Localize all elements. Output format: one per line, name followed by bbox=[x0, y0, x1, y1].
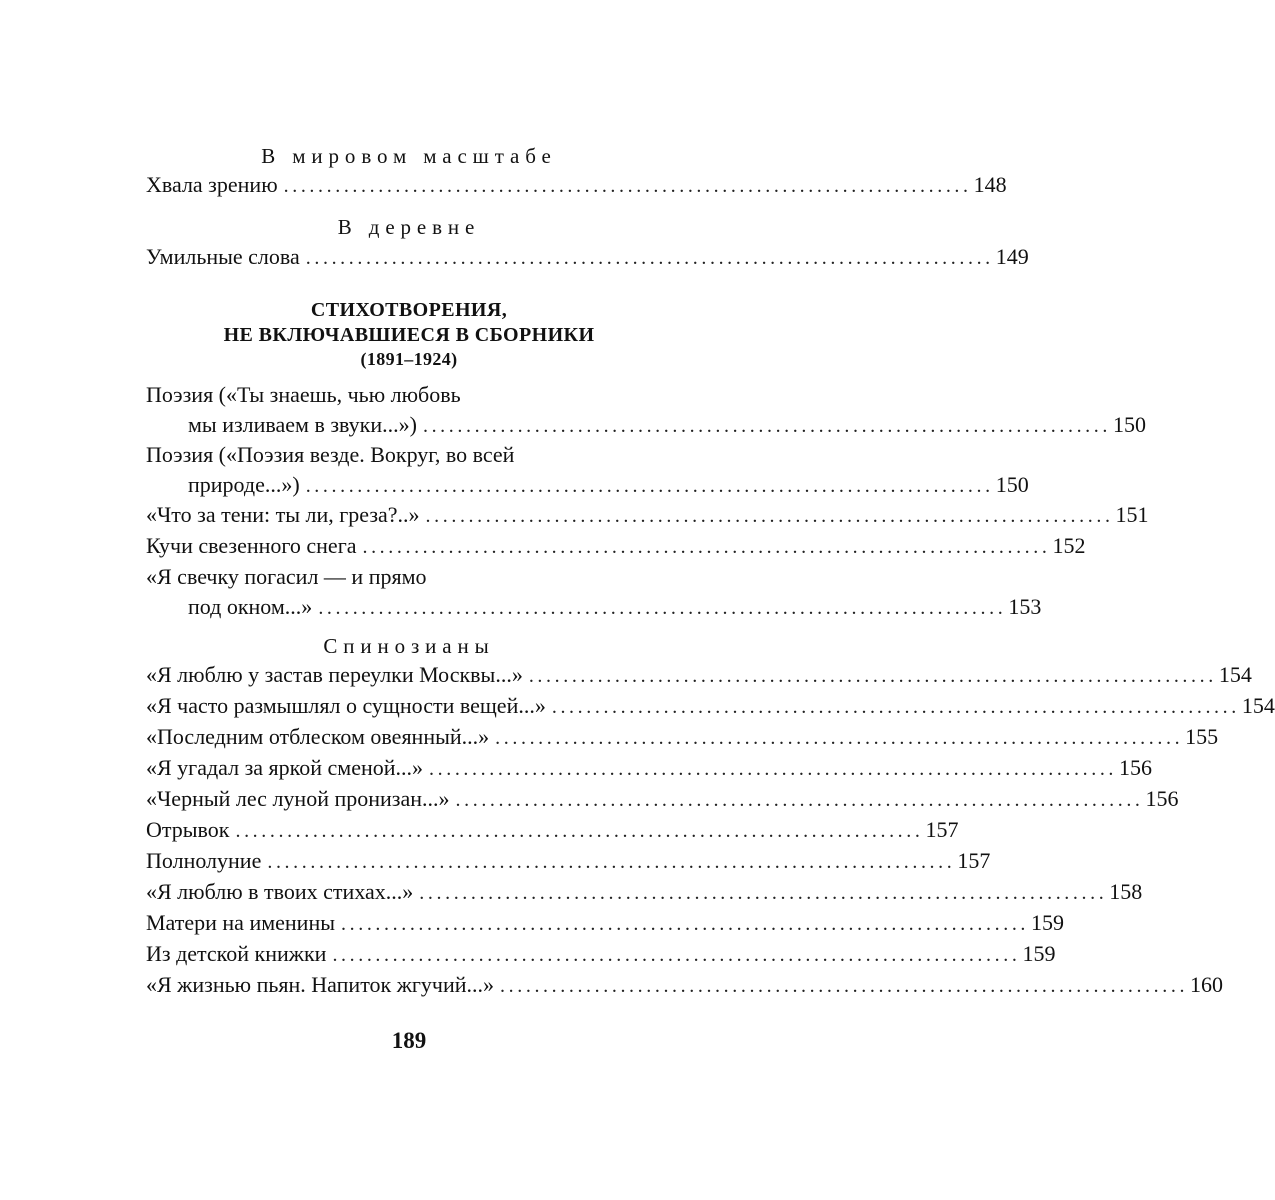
toc-entry bbox=[146, 660, 1252, 690]
entry-title: Из детской книжки bbox=[146, 941, 327, 966]
entry-title: «Последним отблеском овеянный...» bbox=[146, 724, 490, 749]
entry-title: Отрывок bbox=[146, 817, 230, 842]
entry-title-cont: мы изливаем в звуки...») bbox=[188, 412, 417, 437]
toc-entry bbox=[146, 242, 1029, 272]
section-heading: СТИХОТВОРЕНИЯ, bbox=[310, 299, 508, 321]
dot-leader: ................................................................................ bbox=[332, 944, 1021, 966]
entry-page: 159 bbox=[1022, 941, 1056, 966]
dot-leader: ................................................................................ bbox=[425, 505, 1114, 527]
entry-page: 150 bbox=[995, 472, 1029, 497]
dot-leader: ................................................................................ bbox=[362, 536, 1051, 558]
entry-title: «Что за тени: ты ли, греза?..» bbox=[146, 502, 420, 527]
toc-entry bbox=[146, 562, 1042, 622]
dot-leader: ................................................................................ bbox=[318, 597, 1007, 619]
entry-page: 156 bbox=[1119, 755, 1153, 780]
dot-leader: ................................................................................ bbox=[429, 758, 1118, 780]
dot-leader: ................................................................................ bbox=[528, 665, 1217, 687]
entry-title: Умильные слова bbox=[146, 244, 300, 269]
toc-entry bbox=[146, 380, 1146, 440]
entry-title-cont: природе...») bbox=[188, 472, 300, 497]
entry-page: 160 bbox=[1190, 972, 1224, 997]
dot-leader: ................................................................................ bbox=[305, 247, 994, 269]
entry-page: 151 bbox=[1115, 502, 1149, 527]
dot-leader: ................................................................................ bbox=[267, 851, 956, 873]
entry-page: 155 bbox=[1185, 724, 1219, 749]
entry-title: Кучи свезенного снега bbox=[146, 533, 357, 558]
page-number: 189 bbox=[391, 1028, 427, 1053]
entry-page: 156 bbox=[1145, 786, 1179, 811]
entry-title: «Я свечку погасил — и прямо bbox=[146, 564, 427, 589]
dot-leader: ................................................................................ bbox=[422, 415, 1111, 437]
entry-page: 148 bbox=[973, 172, 1007, 197]
entry-title: Хвала зрению bbox=[146, 172, 278, 197]
entry-page: 154 bbox=[1241, 693, 1275, 718]
dot-leader: ................................................................................ bbox=[455, 789, 1144, 811]
dot-leader: ................................................................................ bbox=[551, 696, 1240, 718]
toc-entry bbox=[146, 815, 959, 845]
toc-entry bbox=[146, 440, 1029, 500]
entry-page: 154 bbox=[1218, 662, 1252, 687]
entry-page: 153 bbox=[1008, 594, 1042, 619]
entry-page: 159 bbox=[1031, 910, 1065, 935]
entry-title: «Я угадал за яркой сменой...» bbox=[146, 755, 424, 780]
toc-entry bbox=[146, 846, 991, 876]
toc-entry bbox=[146, 753, 1153, 783]
section-subtitle: Спинозианы bbox=[323, 634, 495, 658]
dot-leader: ................................................................................ bbox=[341, 913, 1030, 935]
dot-leader: ................................................................................ bbox=[283, 175, 972, 197]
entry-page: 157 bbox=[957, 848, 991, 873]
toc-entry bbox=[146, 939, 1056, 969]
entry-title: «Я жизнью пьян. Напиток жгучий...» bbox=[146, 972, 495, 997]
entry-title: Полнолуние bbox=[146, 848, 262, 873]
dot-leader: ................................................................................ bbox=[495, 727, 1184, 749]
entry-title-cont: под окном...» bbox=[188, 594, 313, 619]
entry-title: «Черный лес луной пронизан...» bbox=[146, 786, 450, 811]
section-subtitle: В мировом масштабе bbox=[261, 144, 557, 168]
entry-title: Поэзия («Поэзия везде. Вокруг, во всей bbox=[146, 442, 515, 467]
entry-title: «Я люблю в твоих стихах...» bbox=[146, 879, 414, 904]
toc-entry bbox=[146, 170, 1007, 200]
toc-entry bbox=[146, 877, 1143, 907]
toc-entry bbox=[146, 531, 1086, 561]
entry-title: «Я люблю у застав переулки Москвы...» bbox=[146, 662, 523, 687]
dot-leader: ................................................................................ bbox=[500, 975, 1189, 997]
toc-entry bbox=[146, 691, 1275, 721]
entry-page: 149 bbox=[995, 244, 1029, 269]
section-subtitle: В деревне bbox=[337, 215, 481, 239]
toc-entry bbox=[146, 500, 1149, 530]
entry-page: 152 bbox=[1052, 533, 1086, 558]
section-heading: НЕ ВКЛЮЧАВШИЕСЯ В СБОРНИКИ bbox=[223, 324, 595, 346]
toc-entry bbox=[146, 784, 1179, 814]
section-heading-years: (1891–1924) bbox=[360, 349, 458, 369]
toc-entry bbox=[146, 722, 1219, 752]
entry-title: Поэзия («Ты знаешь, чью любовь bbox=[146, 382, 461, 407]
entry-page: 158 bbox=[1109, 879, 1143, 904]
entry-title: «Я часто размышлял о сущности вещей...» bbox=[146, 693, 546, 718]
dot-leader: ................................................................................ bbox=[419, 882, 1108, 904]
dot-leader: ................................................................................ bbox=[235, 820, 924, 842]
entry-page: 150 bbox=[1112, 412, 1146, 437]
dot-leader: ................................................................................ bbox=[305, 475, 994, 497]
entry-title: Матери на именины bbox=[146, 910, 336, 935]
toc-entry bbox=[146, 908, 1065, 938]
toc-entry bbox=[146, 970, 1224, 1000]
entry-page: 157 bbox=[925, 817, 959, 842]
